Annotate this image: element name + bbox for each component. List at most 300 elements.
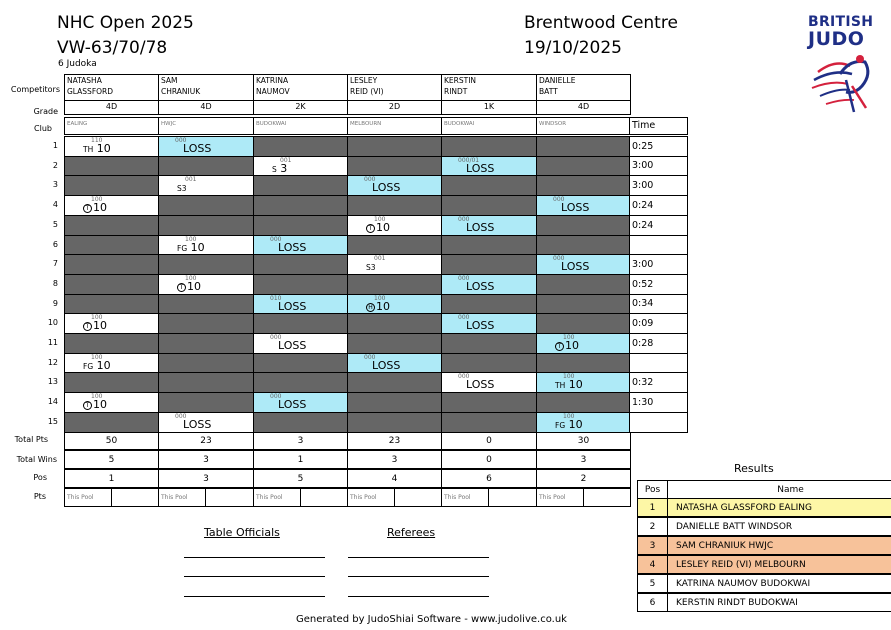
result-value: 3 [280,162,288,175]
result-text [372,359,400,372]
match-time: 0:09 [629,313,688,334]
score-code: 001 [374,255,386,262]
match-time: 3:00 [629,254,688,275]
match-result-cell [441,274,537,295]
result-text [272,162,287,175]
result-text [372,181,400,194]
empty-cell [347,333,442,354]
match-result-cell [347,254,442,275]
match-number: 13 [47,377,58,386]
match-result-cell [253,392,348,413]
empty-cell [253,136,348,157]
ippon-ring-icon: T [83,401,92,410]
venue: Brentwood Centre [524,13,678,33]
match-time: 1:30 [629,392,688,413]
match-result-cell [536,372,631,393]
match-number: 5 [52,220,58,229]
result-position: 4 [637,555,668,574]
match-time: 0:28 [629,333,688,354]
position: 1 [64,469,159,488]
total-points: 23 [347,431,442,450]
match-number: 6 [52,240,58,249]
match-number: 9 [52,299,58,308]
result-position: 5 [637,574,668,593]
score-code: 000 [270,393,282,400]
match-result-cell [536,254,631,275]
match-result-cell [158,175,254,196]
empty-cell [347,156,442,176]
empty-cell [347,136,442,157]
match-number: 1 [52,141,58,150]
result-name: SAM CHRANIUK HWJC [667,536,891,555]
match-result-cell [347,215,442,236]
match-number: 8 [52,279,58,288]
match-result-cell [347,353,442,373]
empty-cell [347,412,442,433]
match-time [629,235,688,255]
result-name: NATASHA GLASSFORD EALING [667,498,891,517]
empty-cell [64,175,159,196]
result-value: LOSS [278,398,307,411]
score-code: 000/01 [458,157,480,164]
empty-cell [347,313,442,334]
empty-cell [536,235,631,255]
result-text [83,319,107,332]
result-text [555,418,583,431]
total-points: 30 [536,431,631,450]
empty-cell [253,274,348,295]
score-code: 000 [458,275,470,282]
empty-cell [536,353,631,373]
competitor-grade: 4D [64,100,159,115]
pool-points: This Pool [158,488,206,507]
match-time: 0:52 [629,274,688,295]
empty-cell [347,372,442,393]
result-prefix: S [272,165,277,174]
match-time: 0:25 [629,136,688,157]
pool-points-blank [300,488,348,507]
score-code: 000 [270,236,282,243]
result-position: 6 [637,593,668,612]
score-code: 100 [563,334,575,341]
pool-points: This Pool [253,488,301,507]
position: 3 [158,469,254,488]
result-text [366,260,376,273]
result-text [466,378,494,391]
match-time: 3:00 [629,156,688,176]
label-pos: Pos [33,473,47,482]
result-position: 3 [637,536,668,555]
empty-cell [347,195,442,216]
competitor-grade: 2K [253,100,348,115]
empty-cell [64,412,159,433]
result-value: 10 [565,339,579,352]
match-result-cell [536,333,631,354]
match-result-cell [441,313,537,334]
score-code: 000 [364,354,376,361]
tournament-title: NHC Open 2025 [57,13,194,33]
empty-cell [347,274,442,295]
empty-cell [64,274,159,295]
match-result-cell [64,392,159,413]
empty-cell [158,392,254,413]
empty-cell [64,215,159,236]
total-wins: 0 [441,450,537,469]
competitor-grade: 2D [347,100,442,115]
footer-credit: Generated by JudoShiai Software - www.judolive.co.uk [296,614,567,625]
competitor-club: BUDOKWAI [441,117,537,135]
result-text [555,339,579,352]
match-number: 3 [52,180,58,189]
score-code: 001 [280,157,292,164]
score-code: 100 [91,314,103,321]
result-prefix: FG [555,421,566,430]
label-club: Club [34,124,52,133]
result-prefix: FG [177,244,188,253]
result-text [177,280,201,293]
result-value: 10 [96,359,111,372]
total-wins: 3 [158,450,254,469]
empty-cell [253,215,348,236]
pool-points-blank [205,488,254,507]
ippon-ring-icon: H [366,303,375,312]
match-result-cell [536,195,631,216]
score-code: 100 [91,393,103,400]
empty-cell [158,254,254,275]
result-text [183,142,211,155]
pool-points-blank [394,488,442,507]
match-result-cell [158,412,254,433]
empty-cell [536,294,631,314]
match-number: 14 [47,397,58,406]
empty-cell [158,372,254,393]
result-text [366,221,390,234]
score-code: 100 [374,295,386,302]
competitor-grade: 1K [441,100,537,115]
ippon-ring-icon: T [555,342,564,351]
empty-cell [253,313,348,334]
position: 6 [441,469,537,488]
result-value: 10 [568,418,583,431]
result-value: 10 [190,241,205,254]
empty-cell [253,412,348,433]
competitor-club: HWJC [158,117,254,135]
result-text [466,280,494,293]
result-value: 10 [93,201,107,214]
match-time [629,412,688,433]
time-header: Time [629,117,688,135]
match-result-cell [158,235,254,255]
result-text [83,359,111,372]
position: 2 [536,469,631,488]
ippon-ring-icon: T [83,322,92,331]
result-prefix: S3 [366,263,376,272]
ippon-ring-icon: T [83,204,92,213]
result-text [561,201,589,214]
label-total-wins: Total Wins [16,455,57,464]
empty-cell [158,156,254,176]
empty-cell [441,392,537,413]
result-value: LOSS [278,300,307,313]
empty-cell [441,412,537,433]
match-time: 0:34 [629,294,688,314]
result-text [278,300,306,313]
empty-cell [536,313,631,334]
competitor-name: NATASHA GLASSFORD [64,74,159,101]
score-code: 100 [185,236,197,243]
empty-cell [253,353,348,373]
result-text [466,319,494,332]
empty-cell [441,294,537,314]
result-value: 10 [187,280,201,293]
result-text [561,260,589,273]
official-line-3 [184,596,325,597]
match-number: 11 [47,338,58,347]
result-value: LOSS [561,260,590,273]
score-code: 000 [553,196,565,203]
match-result-cell [253,333,348,354]
empty-cell [347,392,442,413]
score-code: 000 [270,334,282,341]
match-result-cell [441,215,537,236]
match-number: 12 [47,358,58,367]
match-number: 4 [52,200,58,209]
score-code: 100 [91,196,103,203]
empty-cell [347,235,442,255]
result-name: KATRINA NAUMOV BUDOKWAI [667,574,891,593]
competitor-club: BUDOKWAI [253,117,348,135]
competitor-name: SAM CHRANIUK [158,74,254,101]
judoka-figure-icon [790,14,880,124]
total-points: 50 [64,431,159,450]
result-name: LESLEY REID (VI) MELBOURN [667,555,891,574]
result-position: 2 [637,517,668,536]
position: 5 [253,469,348,488]
british-judo-logo [790,14,880,124]
empty-cell [253,195,348,216]
pool-points: This Pool [536,488,584,507]
table-officials-heading: Table Officials [204,526,280,539]
score-code: 100 [563,373,575,380]
label-total-pts: Total Pts [14,435,48,444]
empty-cell [158,353,254,373]
match-result-cell [158,136,254,157]
empty-cell [253,372,348,393]
label-competitors: Competitors [10,85,60,94]
total-wins: 3 [536,450,631,469]
result-text [466,221,494,234]
ippon-ring-icon: T [177,283,186,292]
competitor-name: LESLEY REID (VI) [347,74,442,101]
total-wins: 3 [347,450,442,469]
result-value: LOSS [466,221,495,234]
total-points: 0 [441,431,537,450]
result-text [183,418,211,431]
result-prefix: S3 [177,184,187,193]
empty-cell [158,333,254,354]
result-value: LOSS [561,201,590,214]
match-result-cell [253,156,348,176]
result-value: 10 [376,221,390,234]
match-result-cell [347,175,442,196]
score-code: 001 [185,176,197,183]
pool-points: This Pool [64,488,112,507]
result-value: 10 [568,378,583,391]
match-result-cell [441,372,537,393]
score-code: 100 [374,216,386,223]
label-grade: Grade [33,107,58,116]
score-code: 000 [458,373,470,380]
score-code: 110 [91,137,103,144]
result-text [177,241,205,254]
empty-cell [64,372,159,393]
empty-cell [441,353,537,373]
score-code: 010 [270,295,282,302]
result-text [466,162,494,175]
competitor-name: KATRINA NAUMOV [253,74,348,101]
empty-cell [536,392,631,413]
match-result-cell [253,235,348,255]
result-value: LOSS [372,181,401,194]
score-code: 000 [458,216,470,223]
results-name-header: Name [667,480,891,499]
empty-cell [441,195,537,216]
result-value: LOSS [183,418,212,431]
competitor-name: KERSTIN RINDT [441,74,537,101]
logo-line1: BRITISH [808,14,874,30]
position: 4 [347,469,442,488]
empty-cell [64,333,159,354]
match-time: 0:24 [629,215,688,236]
empty-cell [253,254,348,275]
match-result-cell [64,353,159,373]
result-name: DANIELLE BATT WINDSOR [667,517,891,536]
score-code: 100 [563,413,575,420]
empty-cell [158,195,254,216]
referee-line-1 [348,557,489,558]
pool-points-blank [111,488,159,507]
score-code: 000 [364,176,376,183]
competitor-club: MELBOURN [347,117,442,135]
result-text [83,398,107,411]
referees-heading: Referees [387,526,436,539]
match-result-cell [253,294,348,314]
result-text [278,398,306,411]
result-prefix: TH [83,145,94,154]
competitor-name: DANIELLE BATT [536,74,631,101]
result-text [83,142,111,155]
category-title: VW-63/70/78 [57,38,168,58]
pool-points-blank [488,488,537,507]
score-code: 000 [175,413,187,420]
match-number: 10 [47,318,58,327]
logo-line2: JUDO [808,28,865,50]
empty-cell [158,313,254,334]
total-wins: 1 [253,450,348,469]
score-code: 000 [458,314,470,321]
total-wins: 5 [64,450,159,469]
score-code: 100 [91,354,103,361]
result-value: LOSS [466,378,495,391]
match-result-cell [536,412,631,433]
match-result-cell [64,313,159,334]
date: 19/10/2025 [524,38,622,58]
result-value: LOSS [278,241,307,254]
result-value: LOSS [466,162,495,175]
empty-cell [64,235,159,255]
label-pts: Pts [33,492,46,501]
pool-points: This Pool [347,488,395,507]
empty-cell [253,175,348,196]
result-value: 10 [93,319,107,332]
referee-line-2 [348,576,489,577]
empty-cell [441,175,537,196]
empty-cell [441,136,537,157]
empty-cell [441,235,537,255]
result-position: 1 [637,498,668,517]
match-number: 15 [47,417,58,426]
empty-cell [64,156,159,176]
match-result-cell [347,294,442,314]
empty-cell [536,175,631,196]
score-code: 100 [185,275,197,282]
result-value: 10 [93,398,107,411]
competitor-grade: 4D [536,100,631,115]
result-prefix: FG [83,362,94,371]
match-time: 3:00 [629,175,688,196]
score-code: 000 [175,137,187,144]
official-line-2 [184,576,325,577]
result-text [366,300,390,313]
empty-cell [158,294,254,314]
empty-cell [441,254,537,275]
referee-line-3 [348,596,489,597]
results-title: Results [734,462,774,475]
result-text [177,181,187,194]
match-time: 0:32 [629,372,688,393]
match-result-cell [64,195,159,216]
total-points: 23 [158,431,254,450]
match-result-cell [158,274,254,295]
result-value: LOSS [183,142,212,155]
empty-cell [158,215,254,236]
empty-cell [64,254,159,275]
ippon-ring-icon: T [366,224,375,233]
match-number: 2 [52,161,58,170]
judoka-count: 6 Judoka [58,59,97,69]
match-time [629,353,688,373]
match-time: 0:24 [629,195,688,216]
result-prefix: TH [555,381,566,390]
empty-cell [536,215,631,236]
official-line-1 [184,557,325,558]
result-text [278,241,306,254]
result-value: LOSS [372,359,401,372]
match-number: 7 [52,259,58,268]
result-text [278,339,306,352]
competitor-grade: 4D [158,100,254,115]
total-points: 3 [253,431,348,450]
result-value: 10 [376,300,390,313]
pool-points: This Pool [441,488,489,507]
result-value: 10 [96,142,111,155]
competitor-club: WINDSOR [536,117,631,135]
match-result-cell [64,136,159,157]
pool-points-blank [583,488,631,507]
result-text [555,378,583,391]
empty-cell [441,333,537,354]
result-value: LOSS [466,280,495,293]
